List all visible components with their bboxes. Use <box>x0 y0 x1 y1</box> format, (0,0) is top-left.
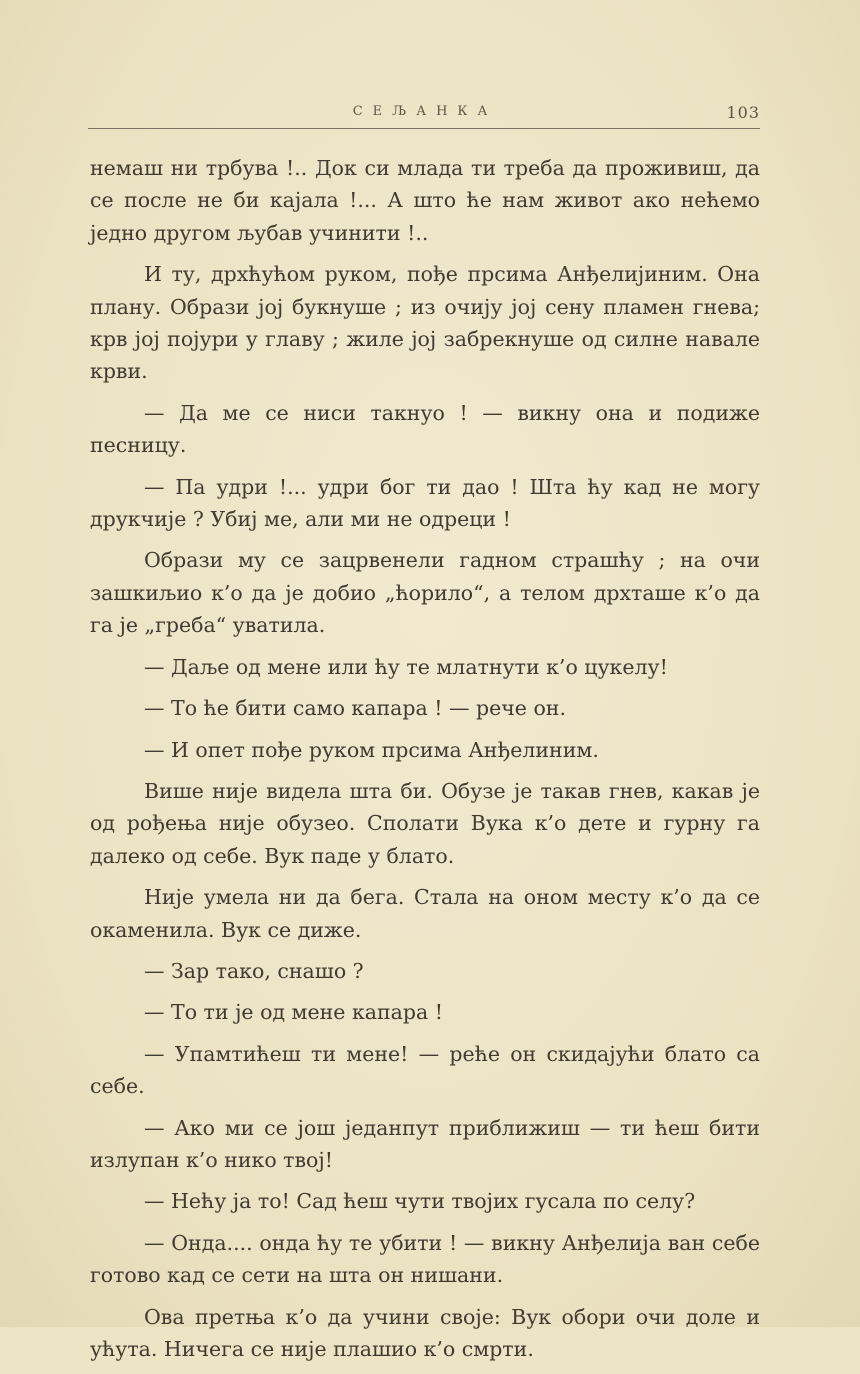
paragraph: — То ти је од мене капара ! <box>144 1000 443 1025</box>
paragraph: — И опет пође руком прсима Анђелиним. <box>144 737 599 762</box>
running-title: СЕЉАНКА <box>352 104 498 119</box>
paragraph: — Да ме се ниси такнуо ! — викну она и подиже песницу. <box>90 400 760 458</box>
paragraph: — Даље од мене или ћу те млатнути к’о цукелу! <box>144 654 668 679</box>
header-rule <box>88 128 760 129</box>
paragraph: И ту, дрхћућом руком, пође прсима Анђелијиним. Она плану. Образи јој букнуше ; из очију јој сену пламен гнева; крв јој појури у главу ; жиле јој забрекнуше од силне навале крви. <box>90 262 760 384</box>
paragraph: Више није видела шта би. Обузе је такав гнев, какав је од рођења није обузео. Сполати Вука к’о дете и гурну га далеко од себе. Вук паде у блато. <box>90 778 760 868</box>
page-number: 103 <box>726 103 760 122</box>
paragraph: Образи му се зацрвенели гадном страшћу ; на очи зашкиљио к’о да је добио „ћорило“, а телом дрхташе к’о да га је „греба“ уватила. <box>90 548 760 638</box>
paragraph: — Онда.... онда ћу те убити ! — викну Анђелија ван себе готово кад се сети на шта он нишани. <box>90 1230 760 1288</box>
paragraph: немаш ни трбува !.. Док си млада ти треба да проживиш, да се после не би кајала !... А што ће нам живот ако нећемо једно другом љубав учинити !.. <box>90 156 760 245</box>
text-body <box>90 152 760 1374</box>
paragraph: — Па удри !... удри бог ти дао ! Шта ћу кад не могу друкчије ? Убиј ме, али ми не одреци ! <box>90 474 760 532</box>
paragraph: Ова претња к’о да учини своје: Вук обори очи доле и ућута. Ничега се није плашио к’о смрти. <box>90 1304 760 1361</box>
paragraph: — Нећу ја то! Сад ћеш чути твојих гусала по селу? <box>144 1189 696 1214</box>
paragraph: — Ако ми се још једанпут приближиш — ти ћеш бити излупан к’о нико твој! <box>90 1115 760 1172</box>
paragraph: Није умела ни да бега. Стала на оном месту к’о да се окаменила. Вук се диже. <box>90 885 760 942</box>
paragraph: — Упамтићеш ти мене! — реће он скидајући блато са себе. <box>90 1041 760 1099</box>
paragraph: — Зар тако, снашо ? <box>144 958 364 983</box>
running-head <box>90 104 760 128</box>
paragraph: — То ће бити само капара ! — рече он. <box>144 696 566 721</box>
